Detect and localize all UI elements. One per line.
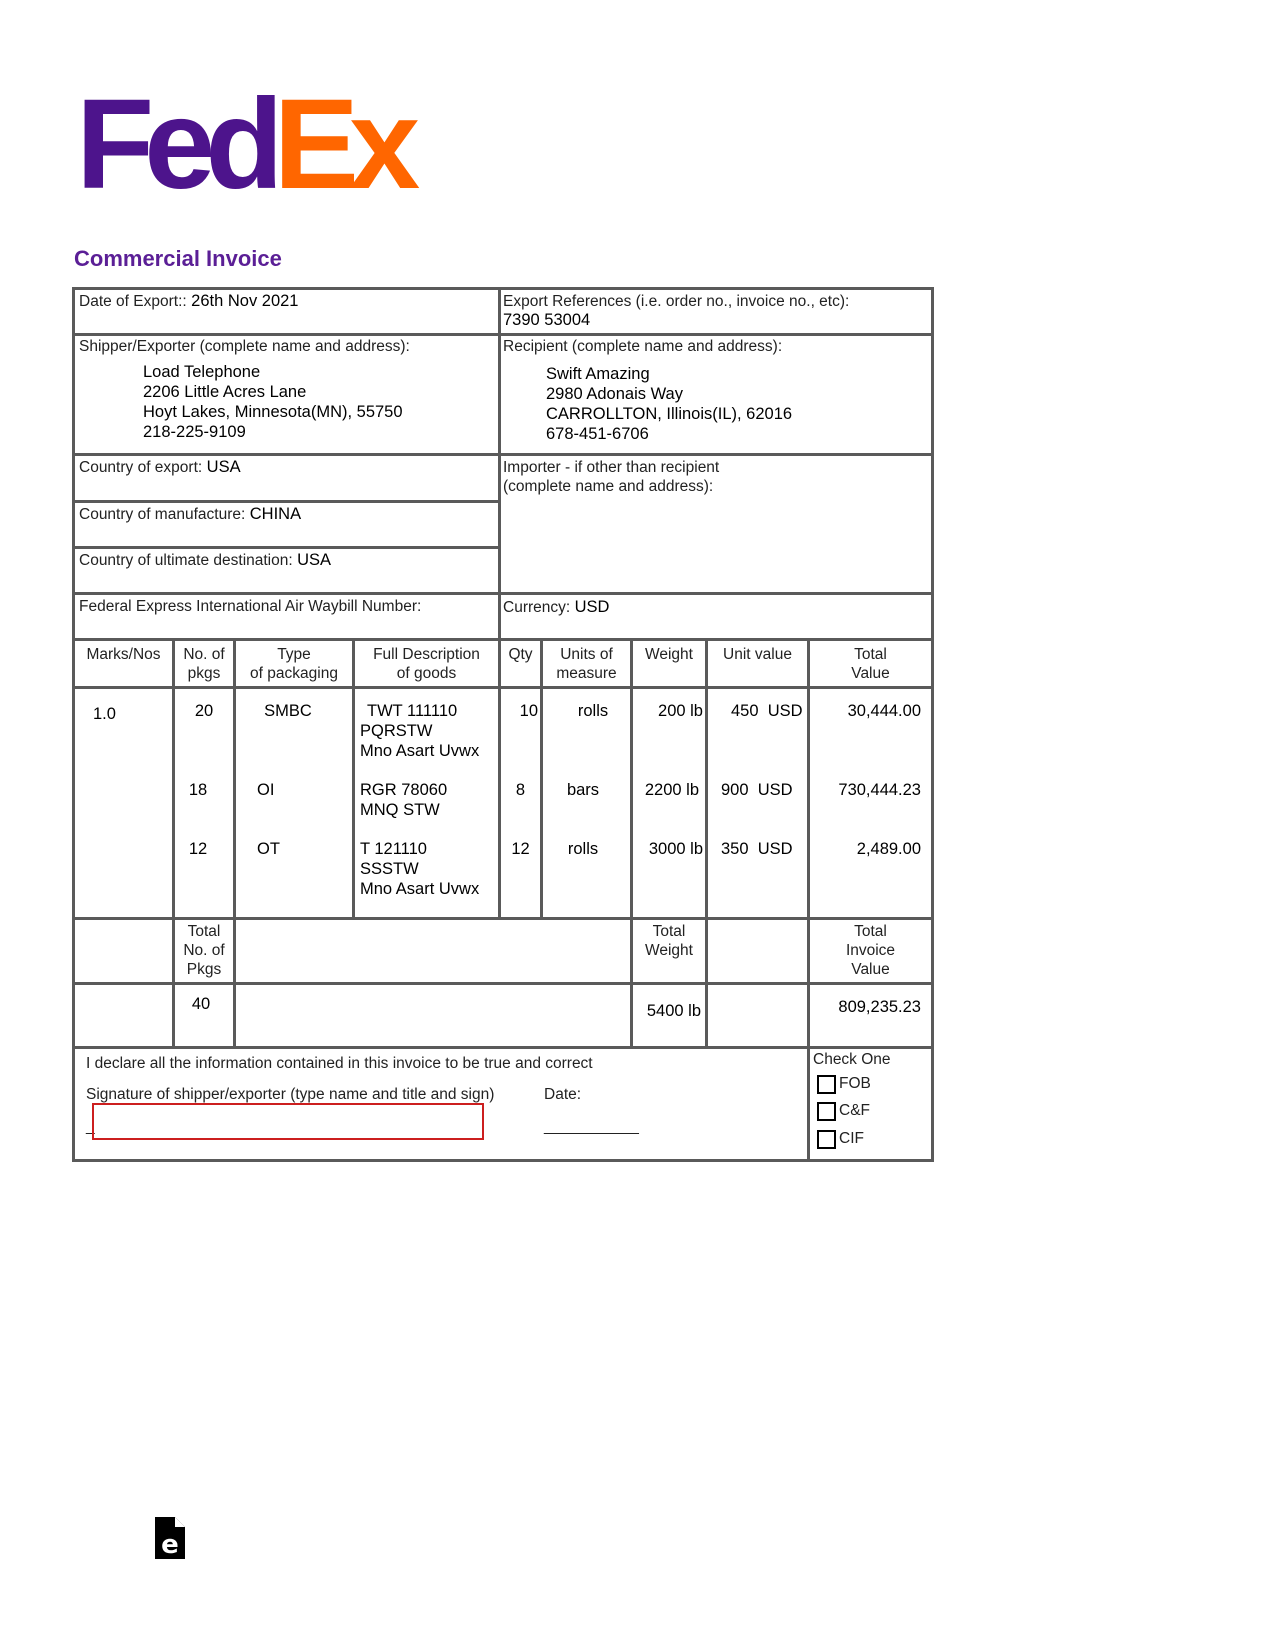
importer-label [503, 458, 719, 496]
recipient-label: Recipient (complete name and address): [503, 338, 783, 355]
row-desc-line3: Mno Asart Uvwx [360, 880, 480, 898]
check-one-label: Check One [813, 1051, 891, 1068]
recipient-phone: 678-451-6706 [546, 425, 649, 443]
country-of-destination [79, 551, 331, 570]
row-desc-line2: MNQ STW [360, 801, 440, 819]
totals-value-header-line2: Invoice [845, 942, 896, 959]
currency-value: USD [574, 598, 610, 616]
row-total: 730,444.23 [838, 781, 921, 799]
header-pkgs-line2: pkgs [187, 665, 221, 682]
svg-text:FedEx [76, 90, 420, 200]
header-total-line1: Total [854, 646, 887, 663]
importer-label-line1: Importer - if other than recipient [503, 459, 720, 476]
totals-value-header-line3: Value [851, 961, 890, 978]
header-type [236, 645, 352, 683]
row-type: SMBC [264, 702, 312, 720]
signature-label: Signature of shipper/exporter (type name and title and sign) [86, 1086, 495, 1103]
declaration-text: I declare all the information contained in this invoice to be true and correct [86, 1055, 593, 1072]
row-desc-line1: T 121110 [360, 840, 427, 858]
row-desc-line2: PQRSTW [360, 722, 433, 740]
export-references-label: Export References (i.e. order no., invoice no., etc): [503, 293, 850, 310]
row-description [360, 701, 479, 761]
row-pkgs: 18 [188, 781, 208, 799]
row-pkgs: 20 [194, 702, 214, 720]
row-unit-value: 350 USD [721, 840, 793, 858]
totals-pkgs-header-line2: No. of [183, 942, 225, 959]
row-weight: 3000 lb [648, 840, 703, 858]
svg-text:e: e [161, 1530, 179, 1559]
country-of-manufacture-value: CHINA [249, 505, 302, 523]
row-qty: 10 [519, 702, 538, 720]
logo-ex-text: Ex [273, 90, 411, 200]
row-total: 2,489.00 [856, 840, 921, 858]
country-of-destination-value: USA [297, 551, 332, 569]
totals-weight-header [633, 922, 705, 960]
checkbox-cif[interactable] [817, 1130, 836, 1149]
country-of-export-label: Country of export: [79, 459, 203, 476]
header-units-line2: measure [556, 665, 617, 682]
signature-underline: _ [86, 1118, 95, 1135]
shipper-address [143, 362, 403, 442]
header-type-line1: Type [277, 646, 311, 663]
date-of-export-value: 26th Nov 2021 [191, 292, 299, 310]
row-pkgs: 12 [188, 840, 208, 858]
row-units: rolls [577, 702, 609, 720]
header-desc-line1: Full Description [373, 646, 480, 663]
signature-field[interactable] [92, 1103, 484, 1140]
totals-pkgs-header [175, 922, 233, 979]
recipient-address [546, 364, 792, 444]
row-unit-value: 450 USD [731, 702, 803, 720]
row-type: OI [257, 781, 275, 799]
header-qty: Qty [508, 646, 533, 663]
shipper-name: Load Telephone [143, 363, 261, 381]
header-pkgs-line1: No. of [183, 646, 225, 663]
header-units [543, 645, 630, 683]
checkbox-cf-label: C&F [839, 1102, 870, 1119]
shipper-phone: 218-225-9109 [143, 423, 246, 441]
header-marks: Marks/Nos [86, 646, 161, 663]
importer-label-line2: (complete name and address): [503, 478, 714, 495]
row-desc-line3: Mno Asart Uvwx [360, 742, 480, 760]
document-icon [155, 1517, 185, 1559]
row-type: OT [257, 840, 280, 858]
row-weight: 2200 lb [644, 781, 699, 799]
recipient-city: CARROLLTON, Illinois(IL), 62016 [546, 405, 793, 423]
row-weight: 200 lb [658, 702, 703, 720]
date-of-export-label: Date of Export:: [79, 293, 187, 310]
row-qty: 12 [511, 840, 530, 858]
total-invoice-value: 809,235.23 [838, 998, 921, 1016]
totals-value-header [810, 922, 931, 979]
header-desc-line2: of goods [396, 665, 457, 682]
totals-weight-header-line1: Total [652, 923, 686, 940]
row-units: bars [566, 781, 600, 799]
checkbox-cif-label: CIF [839, 1130, 864, 1147]
export-references [503, 292, 849, 330]
export-references-value: 7390 53004 [503, 311, 591, 329]
country-of-manufacture [79, 505, 301, 524]
shipper-label: Shipper/Exporter (complete name and address): [79, 338, 410, 355]
header-weight: Weight [645, 646, 693, 663]
row-total: 30,444.00 [847, 702, 921, 720]
row-description [360, 780, 447, 820]
header-total-value [810, 645, 931, 683]
totals-pkgs-header-line1: Total [187, 923, 221, 940]
country-of-manufacture-label: Country of manufacture: [79, 506, 246, 523]
date-underline: ___________ [544, 1118, 639, 1135]
shipper-city: Hoyt Lakes, Minnesota(MN), 55750 [143, 403, 403, 421]
country-of-export-value: USA [206, 458, 241, 476]
header-type-line2: of packaging [250, 665, 338, 682]
checkbox-fob[interactable] [817, 1075, 836, 1094]
page-title: Commercial Invoice [74, 246, 282, 271]
totals-value-header-line1: Total [854, 923, 887, 940]
row-qty: 8 [515, 781, 526, 799]
row-desc-line1: RGR 78060 [360, 781, 448, 799]
shipper-street: 2206 Little Acres Lane [143, 383, 307, 401]
date-label: Date: [544, 1086, 582, 1103]
row-unit-value: 900 USD [721, 781, 793, 799]
header-total-line2: Value [851, 665, 890, 682]
recipient-street: 2980 Adonais Way [546, 385, 683, 403]
row-desc-line2: SSSTW [360, 860, 419, 878]
logo-fed-text: Fed [76, 90, 274, 200]
header-units-line1: Units of [560, 646, 613, 663]
country-of-destination-label: Country of ultimate destination: [79, 552, 293, 569]
total-weight-value: 5400 lb [646, 1002, 701, 1020]
currency [503, 598, 609, 617]
fedex-logo [76, 90, 426, 200]
header-unit-value: Unit value [723, 646, 792, 663]
checkbox-fob-label: FOB [839, 1075, 871, 1092]
country-of-export [79, 458, 241, 477]
date-of-export [79, 292, 299, 311]
row-description [360, 839, 479, 899]
total-pkgs-value: 40 [191, 995, 211, 1013]
marks-value: 1.0 [93, 705, 116, 723]
totals-pkgs-header-line3: Pkgs [186, 961, 222, 978]
header-description [355, 645, 498, 683]
row-units: rolls [567, 840, 599, 858]
recipient-name: Swift Amazing [546, 365, 650, 383]
header-pkgs [175, 645, 233, 683]
checkbox-cf[interactable] [817, 1102, 836, 1121]
waybill-label: Federal Express International Air Waybill Number: [79, 598, 422, 615]
row-desc-line1: TWT 111110 [367, 702, 458, 720]
totals-weight-header-line2: Weight [645, 942, 693, 959]
currency-label: Currency: [503, 599, 571, 616]
